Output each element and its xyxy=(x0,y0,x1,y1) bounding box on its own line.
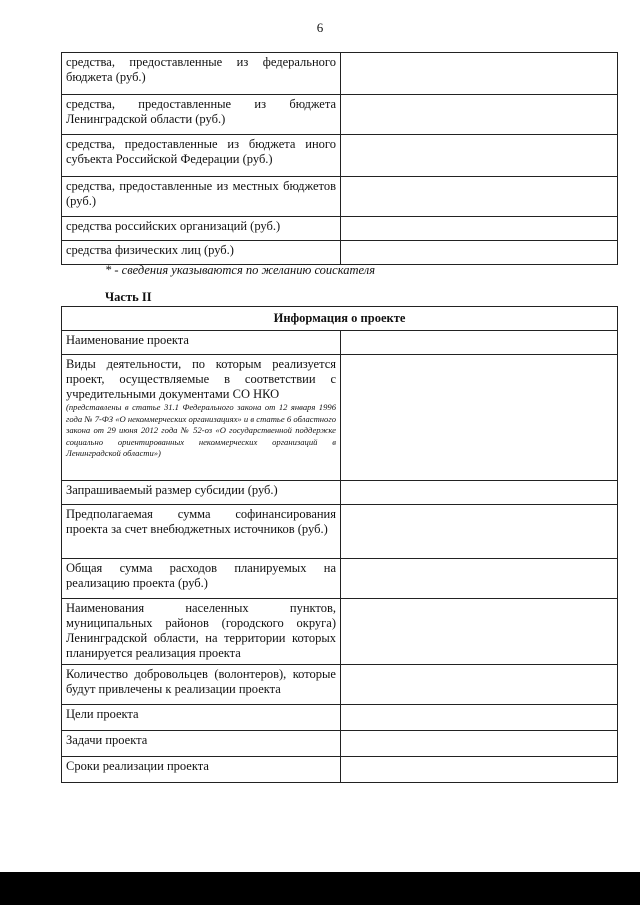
value-cell[interactable] xyxy=(341,599,618,665)
funding-sources-table xyxy=(61,52,618,265)
table-header: Информация о проекте xyxy=(62,307,618,331)
table-row xyxy=(62,599,618,665)
row-label: Цели проекта xyxy=(62,705,341,731)
scan-edge-bar xyxy=(0,872,640,905)
table-row xyxy=(62,217,618,241)
row-label xyxy=(62,355,341,481)
table-row xyxy=(62,559,618,599)
value-cell[interactable] xyxy=(341,481,618,505)
footnote: * - сведения указываются по желанию соискателя xyxy=(105,263,376,277)
table-row xyxy=(62,241,618,265)
value-cell[interactable] xyxy=(341,505,618,559)
table-header-row xyxy=(62,307,618,331)
row-label: Задачи проекта xyxy=(62,731,341,757)
table-row xyxy=(62,53,618,95)
value-cell[interactable] xyxy=(341,731,618,757)
part-title: Часть II xyxy=(105,290,152,304)
project-info-table xyxy=(61,306,618,783)
row-label: Наименование проекта xyxy=(62,331,341,355)
value-cell[interactable] xyxy=(341,355,618,481)
value-cell[interactable] xyxy=(341,559,618,599)
row-label: Сроки реализации проекта xyxy=(62,757,341,783)
value-cell[interactable] xyxy=(341,217,618,241)
row-label: Общая сумма расходов планируемых на реализацию проекта (руб.) xyxy=(62,559,341,599)
table-row xyxy=(62,731,618,757)
row-label: Предполагаемая сумма софинансирования проекта за счет внебюджетных источников (руб.) xyxy=(62,505,341,559)
row-label: Количество добровольцев (волонтеров), которые будут привлечены к реализации проекта xyxy=(62,665,341,705)
table-row xyxy=(62,665,618,705)
value-cell[interactable] xyxy=(341,331,618,355)
table-row xyxy=(62,95,618,135)
table-row xyxy=(62,705,618,731)
row-label: Наименования населенных пунктов, муниципальных районов (городского округа) Ленинградской области, на территории которых планируется реализация проекта xyxy=(62,599,341,665)
value-cell[interactable] xyxy=(341,241,618,265)
row-label: Запрашиваемый размер субсидии (руб.) xyxy=(62,481,341,505)
row-label: средства российских организаций (руб.) xyxy=(62,217,341,241)
table-row xyxy=(62,481,618,505)
row-label: средства, предоставленные из бюджета иного субъекта Российской Федерации (руб.) xyxy=(62,135,341,177)
value-cell[interactable] xyxy=(341,665,618,705)
value-cell[interactable] xyxy=(341,135,618,177)
row-label: средства, предоставленные из бюджета Ленинградской области (руб.) xyxy=(62,95,341,135)
activity-label: Виды деятельности, по которым реализуется проект, осуществляемые в соответствии с учредительными документами СО НКО xyxy=(66,357,336,401)
row-label: средства, предоставленные из местных бюджетов (руб.) xyxy=(62,177,341,217)
table-row xyxy=(62,331,618,355)
value-cell[interactable] xyxy=(341,177,618,217)
table-row xyxy=(62,757,618,783)
row-label: средства, предоставленные из федерального бюджета (руб.) xyxy=(62,53,341,95)
table-row xyxy=(62,505,618,559)
value-cell[interactable] xyxy=(341,53,618,95)
value-cell[interactable] xyxy=(341,705,618,731)
value-cell[interactable] xyxy=(341,95,618,135)
page-number: 6 xyxy=(316,20,324,35)
table-row xyxy=(62,355,618,481)
activity-note: (представлены в статье 31.1 Федерального закона от 12 января 1996 года № 7-ФЗ «О некоммерческих организациях» и в статье 6 областного закона от 29 июня 2012 года № 52-оз «О государственной поддержке социально ориентированных некоммерческих организаций в Ленинградской области») xyxy=(66,402,336,459)
row-label: средства физических лиц (руб.) xyxy=(62,241,341,265)
table-row xyxy=(62,135,618,177)
table-row xyxy=(62,177,618,217)
value-cell[interactable] xyxy=(341,757,618,783)
